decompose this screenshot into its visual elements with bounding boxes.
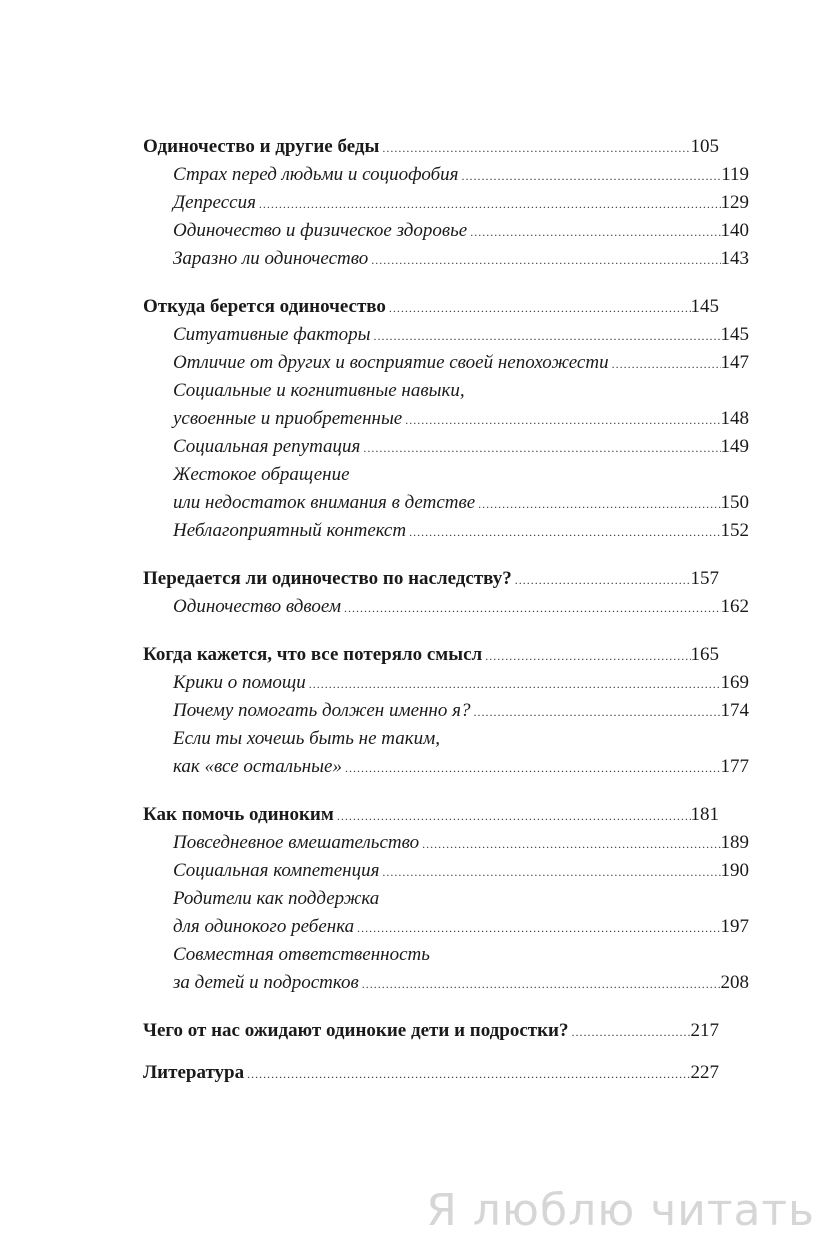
toc-page-number: 197 [720, 916, 749, 937]
dot-leader [470, 698, 720, 726]
section-gap [143, 621, 719, 641]
dot-leader [342, 754, 721, 782]
toc-entry-title: Социальная компетенция [173, 860, 380, 881]
dot-leader [512, 566, 691, 594]
dot-leader [368, 246, 720, 274]
toc-page-number: 143 [720, 248, 749, 269]
dot-leader [359, 970, 721, 998]
toc-subsection-entry[interactable] [143, 913, 749, 941]
toc-subsection-entry[interactable] [143, 461, 719, 489]
section-gap [143, 273, 719, 293]
toc-subsection-entry[interactable] [143, 489, 749, 517]
dot-leader [475, 490, 720, 518]
toc-entry-title: Одиночество и другие беды [143, 136, 380, 157]
toc-page-number: 189 [720, 832, 749, 853]
dot-leader [419, 830, 720, 858]
toc-subsection-entry[interactable] [143, 941, 719, 969]
section-gap [143, 1045, 719, 1059]
toc-chapter-entry[interactable] [143, 133, 719, 161]
toc-subsection-entry[interactable] [143, 857, 749, 885]
toc-page-number: 140 [720, 220, 749, 241]
toc-chapter-entry[interactable] [143, 293, 719, 321]
toc-entry-title: Повседневное вмешательство [173, 832, 420, 853]
toc-page-number: 145 [720, 324, 749, 345]
toc-subsection-entry[interactable] [143, 217, 749, 245]
toc-entry-title: Откуда берется одиночество [143, 296, 386, 317]
toc-entry-title: Литература [143, 1062, 245, 1083]
toc-page-number: 181 [690, 804, 719, 825]
toc-chapter-entry[interactable] [143, 565, 719, 593]
table-of-contents [143, 133, 749, 1087]
dot-leader [379, 134, 690, 162]
section-gap [143, 781, 719, 801]
toc-entry-title: Совместная ответственность [173, 944, 430, 965]
dot-leader [609, 350, 721, 378]
dot-leader [354, 914, 720, 942]
toc-subsection-entry[interactable] [143, 593, 749, 621]
toc-entry-title: для одинокого ребенка [173, 916, 355, 937]
toc-subsection-entry[interactable] [143, 189, 749, 217]
toc-entry-title: Если ты хочешь быть не таким, [173, 728, 440, 749]
toc-subsection-entry[interactable] [143, 725, 719, 753]
dot-leader [402, 406, 720, 434]
toc-chapter-entry[interactable] [143, 1059, 719, 1087]
watermark: Я люблю читать [426, 1185, 815, 1236]
dot-leader [482, 642, 690, 670]
dot-leader [386, 294, 691, 322]
toc-entry-title: Депрессия [173, 192, 256, 213]
toc-page-number: 119 [721, 164, 749, 185]
toc-page-number: 208 [720, 972, 749, 993]
toc-entry-title: усвоенные и приобретенные [173, 408, 403, 429]
dot-leader [256, 190, 721, 218]
dot-leader [244, 1060, 690, 1088]
toc-page-number: 129 [720, 192, 749, 213]
dot-leader [467, 218, 720, 246]
toc-subsection-entry[interactable] [143, 697, 749, 725]
toc-page-number: 162 [720, 596, 749, 617]
toc-entry-title: Когда кажется, что все потеряло смысл [143, 644, 483, 665]
toc-subsection-entry[interactable] [143, 669, 749, 697]
toc-subsection-entry[interactable] [143, 161, 749, 189]
toc-subsection-entry[interactable] [143, 969, 749, 997]
dot-leader [341, 594, 721, 622]
toc-subsection-entry[interactable] [143, 753, 749, 781]
dot-leader [569, 1018, 691, 1046]
section-gap [143, 545, 719, 565]
toc-entry-title: Почему помогать должен именно я? [173, 700, 471, 721]
toc-page-number: 165 [690, 644, 719, 665]
toc-subsection-entry[interactable] [143, 349, 749, 377]
toc-entry-title: Социальная репутация [173, 436, 361, 457]
toc-subsection-entry[interactable] [143, 885, 719, 913]
toc-page-number: 174 [720, 700, 749, 721]
toc-entry-title: Одиночество и физическое здоровье [173, 220, 468, 241]
toc-page-number: 149 [720, 436, 749, 457]
dot-leader [306, 670, 721, 698]
toc-page-number: 150 [720, 492, 749, 513]
toc-entry-title: Крики о помощи [173, 672, 306, 693]
toc-subsection-entry[interactable] [143, 517, 749, 545]
toc-page-number: 169 [720, 672, 749, 693]
toc-subsection-entry[interactable] [143, 377, 719, 405]
dot-leader [360, 434, 720, 462]
section-gap [143, 997, 719, 1017]
dot-leader [406, 518, 720, 546]
toc-chapter-entry[interactable] [143, 641, 719, 669]
toc-subsection-entry[interactable] [143, 433, 749, 461]
toc-entry-title: Как помочь одиноким [143, 804, 334, 825]
dot-leader [371, 322, 721, 350]
toc-entry-title: Жестокое обращение [173, 464, 350, 485]
toc-page-number: 157 [690, 568, 719, 589]
toc-page-number: 227 [690, 1062, 719, 1083]
toc-subsection-entry[interactable] [143, 245, 749, 273]
toc-page-number: 105 [690, 136, 719, 157]
toc-page-number: 152 [720, 520, 749, 541]
toc-entry-title: Чего от нас ожидают одинокие дети и подростки? [143, 1020, 569, 1041]
toc-page-number: 217 [690, 1020, 719, 1041]
dot-leader [459, 162, 722, 190]
toc-entry-title: Неблагоприятный контекст [173, 520, 407, 541]
toc-chapter-entry[interactable] [143, 801, 719, 829]
toc-entry-title: за детей и подростков [173, 972, 359, 993]
toc-entry-title: Страх перед людьми и социофобия [173, 164, 459, 185]
toc-entry-title: Заразно ли одиночество [173, 248, 369, 269]
toc-chapter-entry[interactable] [143, 1017, 719, 1045]
toc-entry-title: Родители как поддержка [173, 888, 380, 909]
toc-page-number: 147 [720, 352, 749, 373]
toc-entry-title: как «все остальные» [173, 756, 342, 777]
toc-entry-title: Социальные и когнитивные навыки, [173, 380, 465, 401]
toc-entry-title: Ситуативные факторы [173, 324, 371, 345]
toc-page-number: 177 [720, 756, 749, 777]
toc-page-number: 145 [690, 296, 719, 317]
toc-entry-title: Передается ли одиночество по наследству? [143, 568, 512, 589]
toc-page-number: 190 [720, 860, 749, 881]
toc-page-number: 148 [720, 408, 749, 429]
dot-leader [379, 858, 720, 886]
toc-subsection-entry[interactable] [143, 829, 749, 857]
toc-entry-title: Отличие от других и восприятие своей непохожести [173, 352, 609, 373]
toc-entry-title: Одиночество вдвоем [173, 596, 341, 617]
dot-leader [334, 802, 691, 830]
toc-entry-title: или недостаток внимания в детстве [173, 492, 476, 513]
toc-subsection-entry[interactable] [143, 405, 749, 433]
toc-subsection-entry[interactable] [143, 321, 749, 349]
